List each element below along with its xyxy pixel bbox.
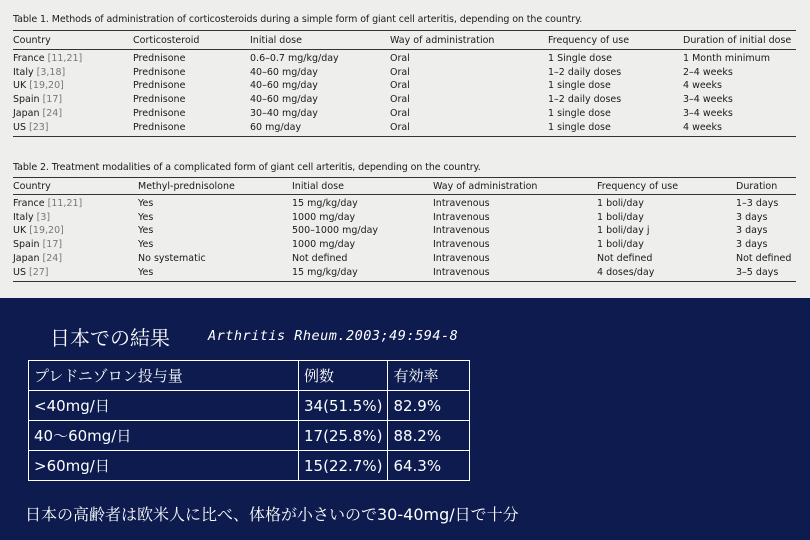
table2-caption: Table 2. Treatment modalities of a complicated form of giant cell arteritis, depending on the country. [13,162,481,173]
reference: [27] [29,266,49,278]
table1-cell-drug: Prednisone [133,94,186,106]
table2-cell-frequency: 1 boli/day [597,198,644,209]
table2-cell-country [13,266,49,279]
table1-cell-dose: 60 mg/day [250,121,302,133]
results-efficacy: 88.2% [388,421,470,451]
table2-header-duration: Duration [736,181,778,192]
table1-cell-frequency: 1 Single dose [548,53,612,64]
table1-cell-frequency: 1 single dose [548,107,611,119]
table2-bottom-rule [13,281,796,282]
table2-cell-frequency: Not defined [597,252,653,264]
japan-results-table [28,360,470,481]
table1-cell-dose: 40–60 mg/day [250,80,318,92]
table2-cell-country [13,211,50,224]
table2-cell-duration: 3 days [736,239,768,251]
table1-bottom-rule [13,136,796,137]
results-cases: 17(25.8%) [299,421,388,451]
table2-cell-dose: 500–1000 mg/day [292,225,379,237]
country-name: Spain [13,94,40,106]
table1-cell-duration: 2–4 weeks [683,66,733,78]
table2-header-country: Country [13,181,51,192]
results-header-efficacy: 有効率 [388,361,470,391]
results-row [29,421,470,451]
country-name: US [13,266,26,278]
table1-cell-duration: 4 weeks [683,121,722,133]
table1-cell-country [13,107,62,120]
reference: [19,20] [29,80,64,92]
table1-cell-way: Oral [390,53,410,64]
reference: [11,21] [47,198,83,209]
table2-cell-frequency: 1 boli/day [597,211,644,223]
table2-header-frequency: Frequency of use [597,181,679,192]
table1-cell-frequency: 1 single dose [548,80,611,92]
table1-cell-way: Oral [390,66,410,78]
country-name: Italy [13,66,34,78]
results-row [29,391,470,421]
reference: [19,20] [29,225,64,237]
table2-cell-drug: Yes [138,198,154,209]
table2-cell-dose: 1000 mg/day [292,239,356,251]
table1-cell-drug: Prednisone [133,121,186,133]
reference: [23] [29,121,49,133]
country-name: France [13,198,45,209]
results-header-cases: 例数 [299,361,388,391]
country-name: Italy [13,211,34,223]
country-name: UK [13,225,27,237]
reference: [24] [42,107,63,119]
table2-header-initial-dose: Initial dose [292,181,344,192]
table1-cell-duration: 1 Month minimum [683,53,770,64]
table1-cell-drug: Prednisone [133,107,186,119]
table1-cell-duration: 4 weeks [683,80,722,92]
table1-cell-frequency: 1 single dose [548,121,611,133]
table2-cell-drug: Yes [138,225,154,237]
table1-cell-country [13,66,65,79]
table2-cell-dose: 1000 mg/day [292,211,356,223]
table2-header-methylpred: Methyl-prednisolone [138,181,235,192]
table2-cell-drug: Yes [138,239,154,251]
table2-cell-way: Intravenous [433,198,490,209]
table1-header-duration: Duration of initial dose [683,35,792,46]
table2-cell-country [13,238,62,251]
table2-cell-way: Intravenous [433,239,490,251]
table2-cell-duration: 1–3 days [736,198,779,209]
reference: [11,21] [47,53,83,64]
reference: [3] [36,211,51,223]
table1-cell-country [13,79,64,92]
table1-cell-country [13,121,49,134]
table1-cell-dose: 40–60 mg/day [250,66,318,78]
table1-cell-dose: 0.6–0.7 mg/kg/day [250,53,339,64]
country-name: Spain [13,239,40,251]
table2-cell-country [13,252,62,265]
table1-header-initial-dose: Initial dose [250,35,302,46]
table1-header-frequency: Frequency of use [548,35,630,46]
results-header-dose: プレドニゾロン投与量 [29,361,299,391]
table1-cell-drug: Prednisone [133,80,186,92]
table2-header-rule [13,194,796,195]
reference: [3,18] [36,66,66,78]
results-row [29,451,470,481]
table2-cell-way: Intravenous [433,211,490,223]
table2-cell-country [13,197,82,210]
table1-cell-country [13,93,62,106]
table2-cell-frequency: 1 boli/day j [597,225,650,237]
table1-cell-way: Oral [390,107,410,119]
table2-cell-way: Intravenous [433,252,490,264]
results-efficacy: 64.3% [388,451,470,481]
results-efficacy: 82.9% [388,391,470,421]
reference: [17] [42,94,63,106]
results-dose: <40mg/日 [29,391,299,421]
table2-top-rule [13,177,796,178]
table2-cell-duration: 3–5 days [736,266,779,278]
table2-cell-duration: 3 days [736,211,768,223]
table1-header-way: Way of administration [390,35,495,46]
table1-cell-drug: Prednisone [133,66,186,78]
table2-cell-drug: No systematic [138,252,206,264]
results-dose: 40～60mg/日 [29,421,299,451]
table1-cell-dose: 40–60 mg/day [250,94,318,106]
table2-header-way: Way of administration [433,181,538,192]
table2-cell-duration: Not defined [736,252,792,264]
slide-title: 日本での結果 [50,326,170,350]
table2-cell-dose: 15 mg/kg/day [292,198,358,209]
table2-cell-way: Intravenous [433,225,490,237]
country-name: UK [13,80,27,92]
country-name: France [13,53,45,64]
table1-top-rule [13,30,796,31]
reference: [24] [42,252,63,264]
results-cases: 15(22.7%) [299,451,388,481]
table2-cell-frequency: 1 boli/day [597,239,644,251]
table1-caption: Table 1. Methods of administration of corticosteroids during a simple form of giant cell arteritis, depending on the country. [13,14,583,25]
citation: Arthritis Rheum.2003;49:594-8 [208,328,459,344]
table1-cell-duration: 3–4 weeks [683,107,733,119]
table1-cell-way: Oral [390,94,410,106]
table2-cell-way: Intravenous [433,266,490,278]
results-dose: >60mg/日 [29,451,299,481]
table1-cell-duration: 3–4 weeks [683,94,733,106]
table2-cell-duration: 3 days [736,225,768,237]
reference: [17] [42,239,63,251]
table1-cell-way: Oral [390,121,410,133]
table1-cell-way: Oral [390,80,410,92]
table1-cell-frequency: 1–2 daily doses [548,94,622,106]
table1-header-country: Country [13,35,51,46]
table1-cell-dose: 30–40 mg/day [250,107,318,119]
country-name: US [13,121,26,133]
table1-cell-drug: Prednisone [133,53,186,64]
country-name: Japan [13,107,40,119]
table1-cell-country [13,52,82,65]
results-header-row [29,361,470,391]
table1-cell-frequency: 1–2 daily doses [548,66,622,78]
table2-cell-drug: Yes [138,266,154,278]
table2-cell-drug: Yes [138,211,154,223]
table2-cell-country [13,224,64,237]
results-cases: 34(51.5%) [299,391,388,421]
table1-header-corticosteroid: Corticosteroid [133,35,200,46]
table1-header-rule [13,49,796,50]
conclusion-note: 日本の高齢者は欧米人に比べ、体格が小さいので30-40mg/日で十分 [25,505,519,524]
country-name: Japan [13,252,40,264]
table2-cell-dose: Not defined [292,252,348,264]
table2-cell-frequency: 4 doses/day [597,266,655,278]
table2-cell-dose: 15 mg/kg/day [292,266,358,278]
